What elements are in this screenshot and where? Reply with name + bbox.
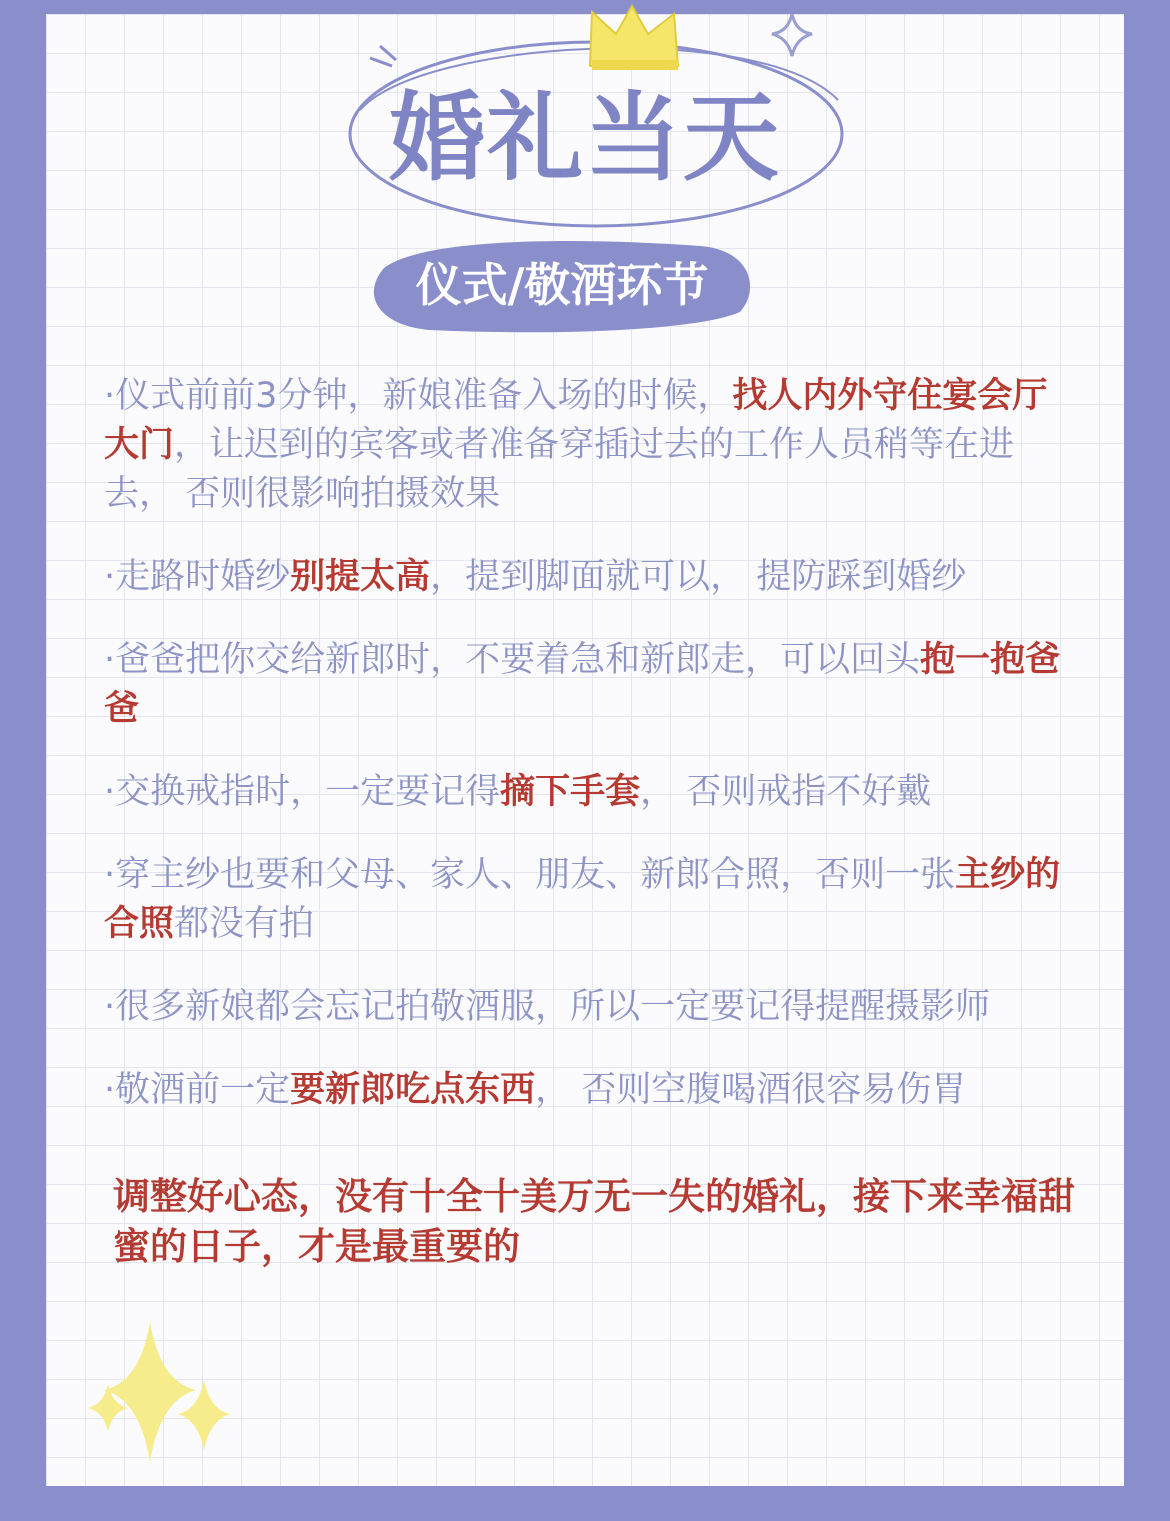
- star-cluster-icon: [88, 1322, 230, 1462]
- tip-item: [104, 553, 1070, 602]
- tip-highlight: 摘下手套: [500, 772, 641, 812]
- tip-text: ， 否则空腹喝酒很容易伤胃: [535, 1070, 967, 1110]
- tip-text: ·很多新娘都会忘记拍敬酒服，所以一定要记得提醒摄影师: [104, 987, 991, 1027]
- crown-icon: [590, 6, 678, 70]
- sparkle-icon: [772, 14, 812, 56]
- tip-item: [104, 636, 1070, 734]
- tip-highlight: 抱一抱爸爸: [104, 640, 1061, 729]
- tip-item: [104, 851, 1070, 949]
- tip-highlight: 要新郎吃点东西: [290, 1070, 536, 1110]
- tips-list: [104, 372, 1070, 1149]
- tip-text: ，提到脚面就可以， 提防踩到婚纱: [430, 557, 967, 597]
- section-header: [372, 238, 752, 338]
- tip-text: ·爸爸把你交给新郎时，不要着急和新郎走，可以回头: [104, 640, 921, 680]
- tip-item: [104, 372, 1070, 519]
- tip-text: ·交换戒指时，一定要记得: [104, 772, 501, 812]
- section-title: 仪式/敬酒环节: [415, 258, 709, 312]
- tip-text: ， 否则戒指不好戴: [640, 772, 932, 812]
- tip-highlight: 找人内外守住宴会厅大门: [104, 376, 1048, 465]
- tip-item: [104, 768, 1070, 817]
- tip-text: ·敬酒前一定: [104, 1070, 291, 1110]
- closing-note: 调整好心态，没有十全十美万无一失的婚礼，接下来幸福甜蜜的日子，才是最重要的: [113, 1175, 1075, 1268]
- tip-item: [104, 1066, 1070, 1115]
- tip-highlight: 别提太高: [290, 557, 431, 597]
- page-title: 婚礼当天: [389, 82, 781, 194]
- tip-text: ·走路时婚纱: [104, 557, 291, 597]
- tip-highlight: 主纱的合照: [104, 855, 1061, 944]
- tip-text: ·仪式前前3分钟，新娘准备入场的时候，: [104, 376, 733, 416]
- tip-text: ，让迟到的宾客或者准备穿插过去的工作人员稍等在进去， 否则很影响拍摄效果: [104, 425, 1015, 514]
- tip-text: ·穿主纱也要和父母、家人、朋友、新郎合照，否则一张: [104, 855, 956, 895]
- tip-item: [104, 983, 1070, 1032]
- tip-text: 都没有拍: [174, 904, 315, 944]
